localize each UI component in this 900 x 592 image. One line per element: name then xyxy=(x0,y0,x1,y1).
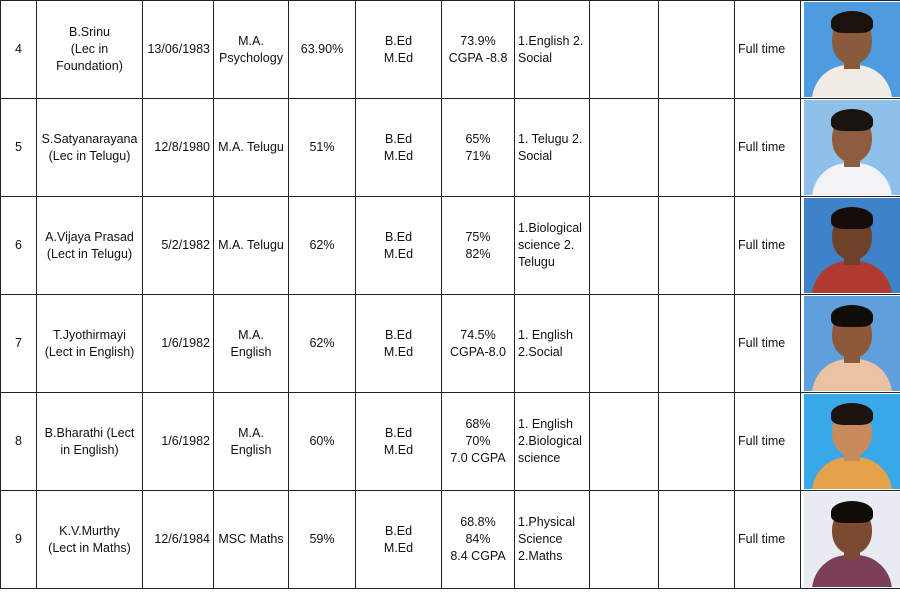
pg-qualification-cell: M.A. English xyxy=(214,393,289,491)
staff-photo xyxy=(804,2,900,97)
staff-name-cell: B.Srinu (Lec in Foundation) xyxy=(37,1,143,99)
pg-percentage-cell: 59% xyxy=(289,491,356,589)
serial-number-cell: 4 xyxy=(1,1,37,99)
empty-cell xyxy=(659,393,735,491)
photo-cell xyxy=(801,491,900,589)
pg-qualification-cell: M.A. Telugu xyxy=(214,197,289,295)
training-percentage-cell: 75% 82% xyxy=(442,197,515,295)
serial-number-cell: 7 xyxy=(1,295,37,393)
training-qualification-cell: B.Ed M.Ed xyxy=(356,197,442,295)
date-of-birth-cell: 13/06/1983 xyxy=(143,1,214,99)
photo-cell xyxy=(801,393,900,491)
empty-cell xyxy=(659,295,735,393)
pg-percentage-cell: 62% xyxy=(289,197,356,295)
employment-status-cell: Full time xyxy=(735,393,801,491)
pg-qualification-cell: M.A. Telugu xyxy=(214,99,289,197)
employment-status-cell: Full time xyxy=(735,197,801,295)
table-row xyxy=(1,491,900,589)
methodology-cell: 1. English 2.Social xyxy=(515,295,590,393)
training-percentage-cell: 68.8% 84% 8.4 CGPA xyxy=(442,491,515,589)
table-row xyxy=(1,99,900,197)
methodology-cell: 1.Biological science 2. Telugu xyxy=(515,197,590,295)
empty-cell xyxy=(659,491,735,589)
training-qualification-cell: B.Ed M.Ed xyxy=(356,491,442,589)
empty-cell xyxy=(590,197,659,295)
training-qualification-cell: B.Ed M.Ed xyxy=(356,295,442,393)
staff-name-cell: B.Bharathi (Lect in English) xyxy=(37,393,143,491)
empty-cell xyxy=(659,99,735,197)
employment-status-cell: Full time xyxy=(735,491,801,589)
training-percentage-cell: 68% 70% 7.0 CGPA xyxy=(442,393,515,491)
table-row xyxy=(1,295,900,393)
pg-qualification-cell: M.A. English xyxy=(214,295,289,393)
staff-photo xyxy=(804,394,900,489)
serial-number-cell: 5 xyxy=(1,99,37,197)
pg-percentage-cell: 60% xyxy=(289,393,356,491)
methodology-cell: 1. English 2.Biological science xyxy=(515,393,590,491)
employment-status-cell: Full time xyxy=(735,295,801,393)
pg-qualification-cell: MSC Maths xyxy=(214,491,289,589)
empty-cell xyxy=(590,1,659,99)
date-of-birth-cell: 1/6/1982 xyxy=(143,393,214,491)
staff-name-cell: T.Jyothirmayi (Lect in English) xyxy=(37,295,143,393)
staff-name-cell: A.Vijaya Prasad (Lect in Telugu) xyxy=(37,197,143,295)
staff-photo xyxy=(804,296,900,391)
table-row xyxy=(1,197,900,295)
training-percentage-cell: 65% 71% xyxy=(442,99,515,197)
methodology-cell: 1. Telugu 2. Social xyxy=(515,99,590,197)
photo-cell xyxy=(801,197,900,295)
staff-photo xyxy=(804,100,900,195)
empty-cell xyxy=(590,491,659,589)
pg-percentage-cell: 62% xyxy=(289,295,356,393)
pg-percentage-cell: 63.90% xyxy=(289,1,356,99)
employment-status-cell: Full time xyxy=(735,99,801,197)
empty-cell xyxy=(590,295,659,393)
staff-photo xyxy=(804,198,900,293)
date-of-birth-cell: 5/2/1982 xyxy=(143,197,214,295)
empty-cell xyxy=(659,1,735,99)
methodology-cell: 1.Physical Science 2.Maths xyxy=(515,491,590,589)
staff-name-cell: S.Satyanarayana (Lec in Telugu) xyxy=(37,99,143,197)
staff-photo xyxy=(804,492,900,587)
staff-table-body xyxy=(1,1,900,589)
serial-number-cell: 9 xyxy=(1,491,37,589)
date-of-birth-cell: 12/6/1984 xyxy=(143,491,214,589)
table-row xyxy=(1,393,900,491)
date-of-birth-cell: 1/6/1982 xyxy=(143,295,214,393)
empty-cell xyxy=(659,197,735,295)
serial-number-cell: 6 xyxy=(1,197,37,295)
date-of-birth-cell: 12/8/1980 xyxy=(143,99,214,197)
serial-number-cell: 8 xyxy=(1,393,37,491)
training-percentage-cell: 73.9% CGPA -8.8 xyxy=(442,1,515,99)
employment-status-cell: Full time xyxy=(735,1,801,99)
table-row xyxy=(1,1,900,99)
training-percentage-cell: 74.5% CGPA-8.0 xyxy=(442,295,515,393)
pg-percentage-cell: 51% xyxy=(289,99,356,197)
staff-name-cell: K.V.Murthy (Lect in Maths) xyxy=(37,491,143,589)
photo-cell xyxy=(801,1,900,99)
training-qualification-cell: B.Ed M.Ed xyxy=(356,99,442,197)
pg-qualification-cell: M.A. Psychology xyxy=(214,1,289,99)
photo-cell xyxy=(801,99,900,197)
methodology-cell: 1.English 2. Social xyxy=(515,1,590,99)
empty-cell xyxy=(590,99,659,197)
empty-cell xyxy=(590,393,659,491)
photo-cell xyxy=(801,295,900,393)
training-qualification-cell: B.Ed M.Ed xyxy=(356,1,442,99)
training-qualification-cell: B.Ed M.Ed xyxy=(356,393,442,491)
